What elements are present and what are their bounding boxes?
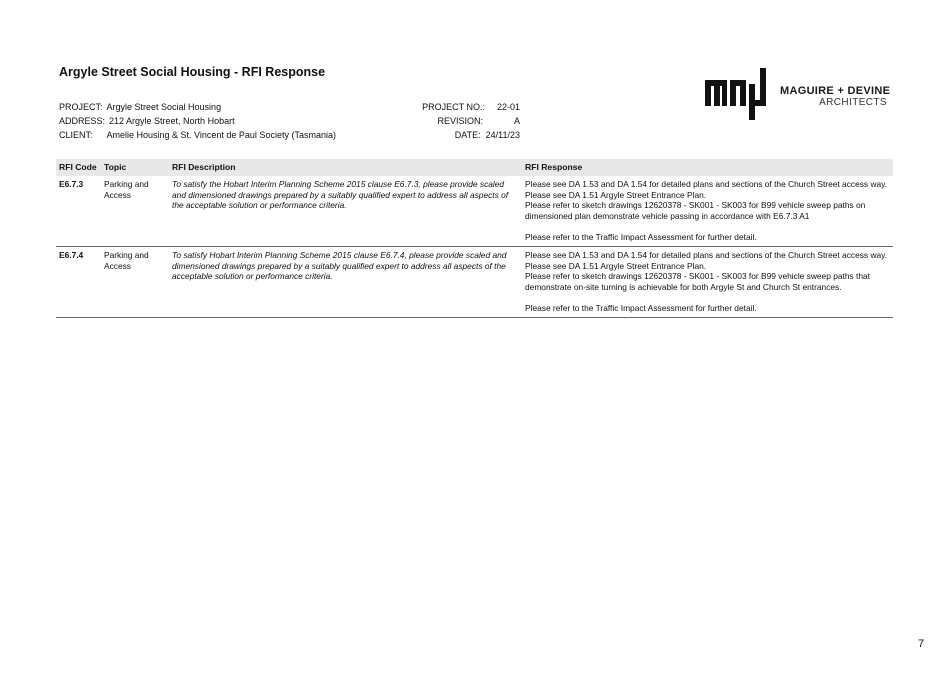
logo-text	[780, 86, 890, 108]
response-spacer	[525, 292, 890, 303]
project-details	[400, 100, 520, 142]
project-row	[59, 100, 336, 114]
project-no-value: 22-01	[496, 102, 520, 112]
table-header-row	[56, 159, 893, 176]
page-title: Argyle Street Social Housing - RFI Response	[59, 65, 326, 79]
revision-row	[400, 114, 520, 128]
address-row	[59, 114, 336, 128]
date-row	[400, 128, 520, 142]
project-label: PROJECT:	[59, 102, 103, 112]
topic-cell: Parking and Access	[101, 176, 169, 247]
response-line: Please refer to sketch drawings 12620378 - SK001 - SK003 for B99 vehicle sweep paths that demonstrate on-site turning is achievable for both Argyle St and Church St entrances.	[525, 271, 870, 292]
client-label: CLIENT:	[59, 130, 93, 140]
table-row	[56, 247, 893, 318]
rfi-code-cell: E6.7.3	[56, 176, 101, 247]
logo-subtitle: ARCHITECTS	[819, 97, 887, 108]
response-cell	[522, 176, 893, 247]
response-line: Please see DA 1.51 Argyle Street Entrance Plan.	[525, 260, 707, 271]
project-info	[59, 100, 336, 142]
project-no-label: PROJECT NO.:	[422, 102, 485, 112]
rfi-table	[56, 159, 893, 318]
md-logo-mark-icon	[705, 66, 769, 122]
page-number: 7	[918, 638, 925, 650]
date-label: DATE:	[454, 130, 481, 140]
response-line: Please see DA 1.51 Argyle Street Entrance Plan.	[525, 189, 707, 200]
project-no-row	[400, 100, 520, 114]
date-value: 24/11/23	[485, 130, 520, 140]
description-cell: To satisfy the Hobart Interim Planning Scheme 2015 clause E6.7.3, please provide scaled and dimensioned drawings prepared by a suitably qualified expert to address all aspects of the acceptable solution or performance criteria.	[169, 176, 522, 247]
response-line: Please see DA 1.53 and DA 1.54 for detailed plans and sections of the Church Street access way.	[525, 250, 888, 260]
header-rfi-response: RFI Response	[522, 159, 893, 176]
project-value: Argyle Street Social Housing	[106, 102, 222, 112]
description-cell: To satisfy Hobart Interim Planning Scheme 2015 clause E6.7.4, please provide scaled and dimensioned drawings prepared by a suitably qualified expert to address all aspects of the acceptable solution or performance criteria.	[169, 247, 522, 318]
company-logo	[705, 66, 895, 122]
revision-value: A	[513, 116, 520, 126]
client-row	[59, 128, 336, 142]
topic-cell: Parking and Access	[101, 247, 169, 318]
address-label: ADDRESS:	[59, 116, 106, 126]
response-cell	[522, 247, 893, 318]
response-line: Please see DA 1.53 and DA 1.54 for detailed plans and sections of the Church Street access way.	[525, 179, 888, 189]
response-line: Please refer to the Traffic Impact Assessment for further detail.	[525, 231, 757, 242]
logo-name: MAGUIRE + DEVINE	[780, 85, 891, 97]
rfi-code-cell: E6.7.4	[56, 247, 101, 318]
address-value: 212 Argyle Street, North Hobart	[109, 116, 235, 126]
revision-label: REVISION:	[437, 116, 483, 126]
response-line: Please refer to the Traffic Impact Assessment for further detail.	[525, 302, 757, 313]
header-topic: Topic	[101, 159, 169, 176]
table-row	[56, 176, 893, 247]
header-rfi-description: RFI Description	[169, 159, 522, 176]
client-value: Amelie Housing & St. Vincent de Paul Society (Tasmania)	[106, 130, 336, 140]
header-rfi-code: RFI Code	[56, 159, 101, 176]
response-spacer	[525, 221, 890, 232]
response-line: Please refer to sketch drawings 12620378 - SK001 - SK003 for B99 vehicle sweep paths on dimensioned plan demonstrate vehicle passing in accordance with E6.7.3 A1	[525, 200, 866, 221]
